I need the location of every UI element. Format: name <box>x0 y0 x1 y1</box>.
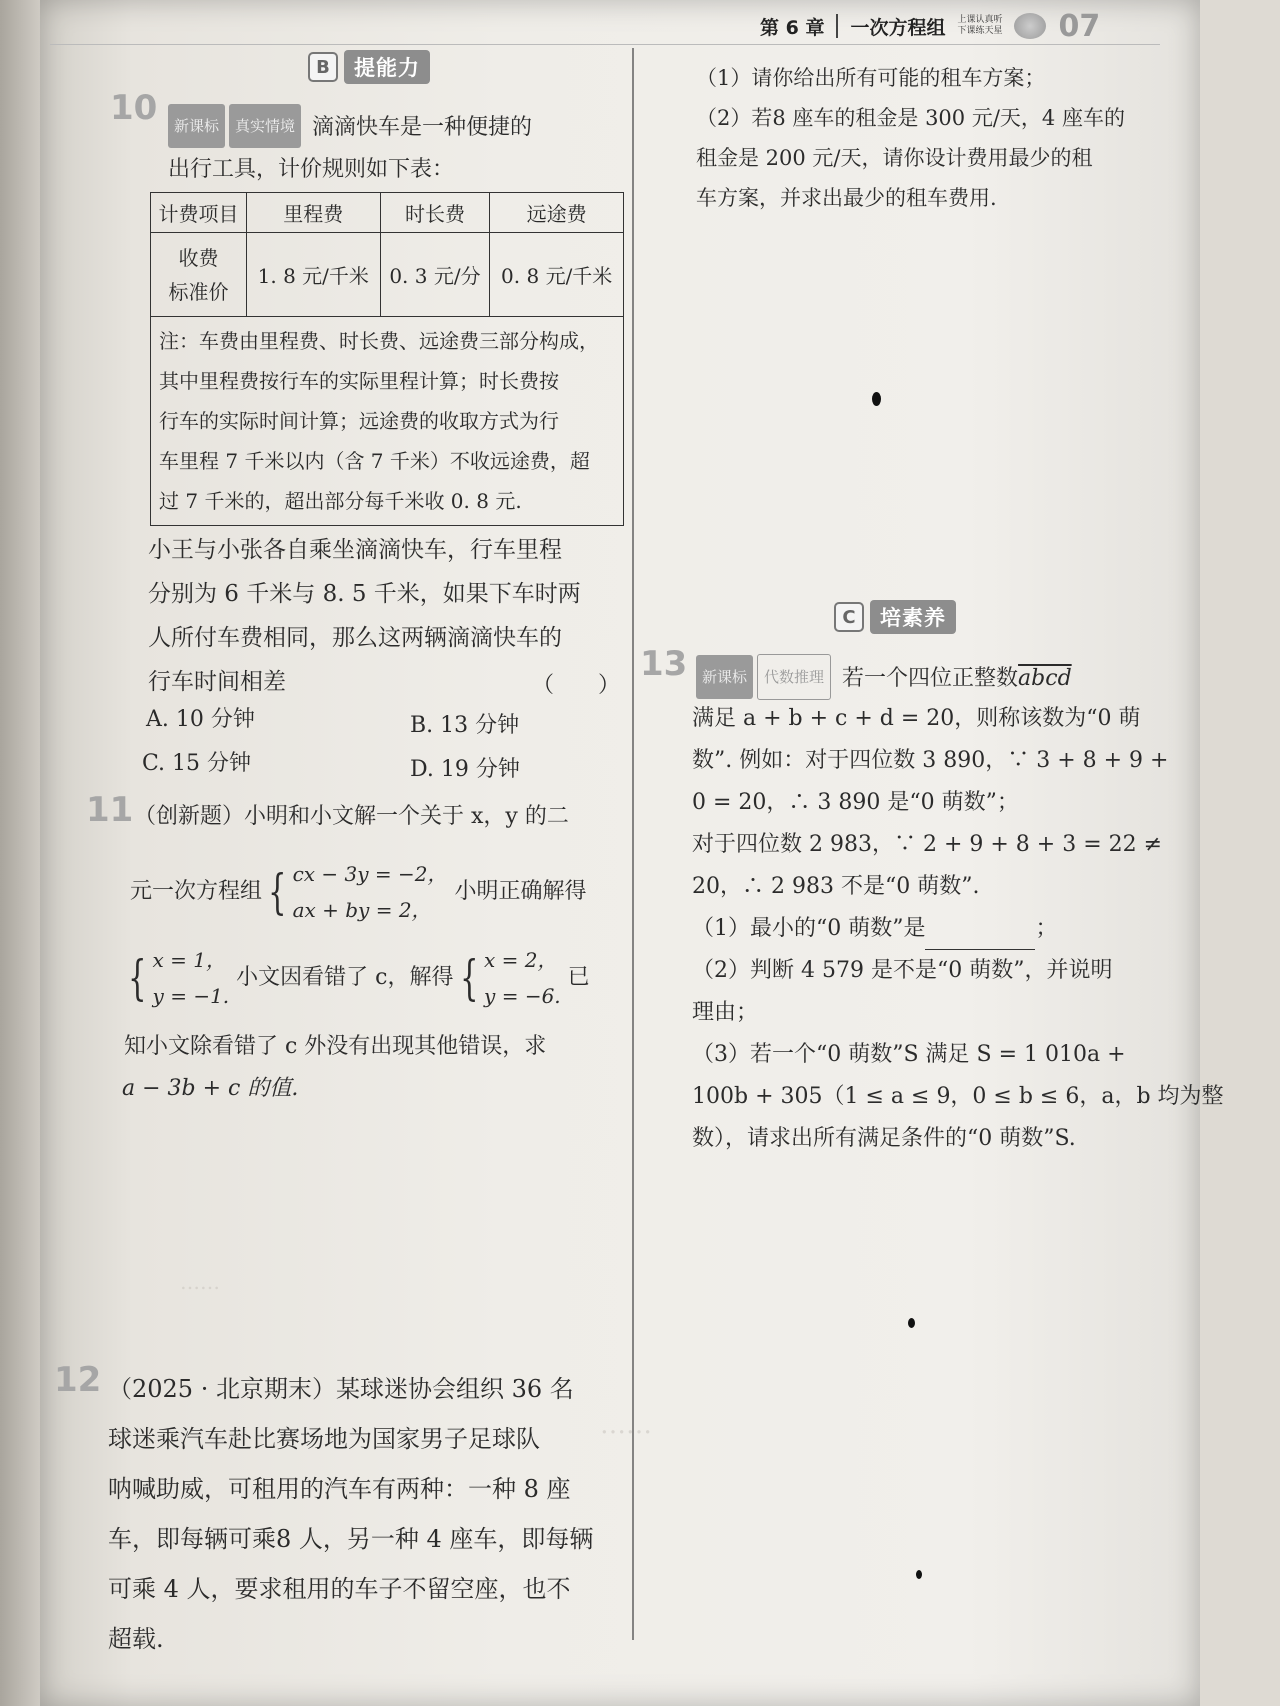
q13-part-3: （3）若一个“0 萌数”S 满足 S = 1 010a + <box>692 1042 1126 1067</box>
note-line: 过 7 千米的，超出部分每千米收 0. 8 元. <box>159 489 522 513</box>
chapter-label: 第 6 章 <box>760 16 825 39</box>
fee-table-head-cell: 计费项目 <box>151 193 247 233</box>
q13-part-2-cont: 理由； <box>692 1000 759 1025</box>
fee-table-value-cell: 0. 3 元/分 <box>380 233 490 317</box>
fee-table-value-cell: 1. 8 元/千米 <box>247 233 381 317</box>
tagline-line-1: 上课认真听 <box>957 15 1003 25</box>
q10-tag-context: 真实情境 <box>229 104 301 148</box>
q11-sol2-y: y = −6. <box>484 984 561 1008</box>
q12-line: 可乘 4 人，要求租用的车子不留空座，也不 <box>108 1575 571 1603</box>
column-divider <box>632 48 634 1640</box>
q12-line: （2025 · 北京期末）某球迷协会组织 36 名 <box>108 1375 574 1403</box>
q10-body-line: 小王与小张各自乘坐滴滴快车，行车里程 <box>148 537 562 563</box>
header-rule <box>50 44 1160 45</box>
q10-tag-curriculum: 新课标 <box>168 104 225 148</box>
section-c-badge <box>834 600 956 634</box>
brace-icon: { <box>128 950 147 1006</box>
q13-definition <box>692 698 1224 1160</box>
q13-part1-end: ； <box>1035 916 1058 941</box>
q11-sol1-y: y = −1. <box>152 984 230 1008</box>
bleed-through-text: …… <box>180 1270 220 1294</box>
q12-part: （2）若8 座车的租金是 300 元/天，4 座车的 <box>696 106 1125 130</box>
q10-intro-line-1: 滴滴快车是一种便捷的 <box>312 115 533 140</box>
section-b-letter: B <box>308 52 338 82</box>
question-13-number: 13 <box>640 644 688 684</box>
q11-solution-1 <box>153 942 230 1014</box>
q12-part: （1）请你给出所有可能的租车方案； <box>696 66 1046 90</box>
q11-solution-2 <box>484 942 561 1014</box>
page-header <box>760 6 1100 46</box>
q12-part: 租金是 200 元/天，请你设计费用最少的租 <box>696 146 1093 170</box>
note-line: 其中里程费按行车的实际里程计算；时长费按 <box>159 369 559 393</box>
q10-choice-d: D. 19 分钟 <box>410 757 520 782</box>
q13-abcd: abcd <box>1018 666 1072 691</box>
mascot-logo-icon <box>1014 13 1046 39</box>
question-12-parts <box>696 58 1125 218</box>
q13-line: 0 = 20，∴ 3 890 是“0 萌数”； <box>692 790 1019 815</box>
note-line: 注：车费由里程费、时长费、远途费三部分构成， <box>159 329 599 353</box>
brace-icon: { <box>268 864 287 920</box>
question-10-number: 10 <box>110 88 158 128</box>
question-11-number: 11 <box>86 790 134 830</box>
q10-body-line: 行车时间相差 <box>148 669 286 695</box>
q11-system-line <box>130 856 587 928</box>
section-b-badge <box>308 50 430 84</box>
q11-line2-post: 小明正确解得 <box>454 879 587 904</box>
q13-part-3-cont: 100b + 305（1 ≤ a ≤ 9，0 ≤ b ≤ 6，a，b 均为整 <box>692 1084 1224 1109</box>
fee-table-head-cell: 远途费 <box>490 193 624 233</box>
q10-choice-b: B. 13 分钟 <box>410 713 520 738</box>
q12-line: 车，即每辆可乘8 人，另一种 4 座车，即每辆 <box>108 1525 594 1553</box>
q13-line-1: 若一个四位正整数 <box>842 666 1019 691</box>
q10-intro-line-2: 出行工具，计价规则如下表： <box>168 157 455 182</box>
book-spine-shadow <box>0 0 40 1706</box>
fee-table-head-cell: 时长费 <box>380 193 490 233</box>
brace-icon: { <box>459 950 478 1006</box>
fee-table-note-row <box>151 317 624 526</box>
fee-table-note <box>151 317 624 526</box>
fee-table-row-label <box>151 233 247 317</box>
q11-solutions-line <box>122 942 590 1014</box>
question-10-intro <box>168 104 532 191</box>
q13-answer-blank[interactable] <box>925 923 1035 950</box>
q11-tail: 已 <box>567 965 590 990</box>
ink-dot <box>908 1318 915 1328</box>
q10-body-line: 人所付车费相同，那么这两辆滴滴快车的 <box>148 625 562 651</box>
fee-table-price-row <box>151 233 624 317</box>
q11-eq1: cx − 3y = −2， <box>292 862 448 886</box>
q11-mid-text: 小文因看错了 c，解得 <box>236 965 454 990</box>
fee-table-head-cell: 里程费 <box>247 193 381 233</box>
q13-line: 20，∴ 2 983 不是“0 萌数”. <box>692 874 980 899</box>
header-divider <box>836 14 838 38</box>
note-line: 车里程 7 千米以内（含 7 千米）不收远途费，超 <box>159 449 590 473</box>
fee-table-value-cell: 0. 8 元/千米 <box>490 233 624 317</box>
page-number: 07 <box>1058 8 1101 44</box>
q11-equation-system <box>293 856 448 928</box>
q10-choice-c: C. 15 分钟 <box>142 751 252 776</box>
note-line: 行车的实际时间计算；远途费的收取方式为行 <box>159 409 559 433</box>
question-12-body <box>108 1364 593 1664</box>
q11-line-4: 知小文除看错了 c 外没有出现其他错误，求 <box>124 1034 547 1059</box>
q13-part1-text: （1）最小的“0 萌数”是 <box>692 916 926 941</box>
q12-line: 呐喊助威，可租用的汽车有两种：一种 8 座 <box>108 1475 571 1503</box>
header-tagline <box>957 15 1002 37</box>
q11-line-5: a − 3b + c 的值. <box>122 1076 299 1101</box>
ink-dot <box>872 392 881 406</box>
q10-choice-a: A. 10 分钟 <box>146 707 255 732</box>
chapter-title: 一次方程组 <box>850 16 946 39</box>
q13-part-1 <box>692 908 1224 950</box>
bleed-through-text: …… <box>600 1410 652 1440</box>
q13-tag-curriculum: 新课标 <box>696 655 753 699</box>
q11-line-1: （创新题）小明和小文解一个关于 x，y 的二 <box>134 804 569 829</box>
q11-eq2: ax + by = 2， <box>292 898 432 922</box>
row-label-line-2: 标准价 <box>168 279 229 304</box>
q10-answer-paren: （ ） <box>532 673 621 698</box>
q13-first-line <box>696 654 1072 700</box>
q11-sol2-x: x = 2， <box>484 948 558 972</box>
q10-body-line: 分别为 6 千米与 8. 5 千米，如果下车时两 <box>148 581 581 607</box>
q12-line: 球迷乘汽车赴比赛场地为国家男子足球队 <box>108 1425 540 1453</box>
section-c-title: 培素养 <box>870 600 956 634</box>
question-10-body <box>148 528 581 704</box>
row-label-line-1: 收费 <box>178 245 219 270</box>
q12-part: 车方案，并求出最少的租车费用. <box>696 186 997 210</box>
section-c-letter: C <box>834 602 864 632</box>
fee-table-header-row <box>151 193 624 233</box>
tagline-line-2: 下课练天星 <box>957 26 1003 36</box>
q11-line2-pre: 元一次方程组 <box>130 879 263 904</box>
q13-line: 满足 a + b + c + d = 20，则称该数为“0 萌 <box>692 706 1141 731</box>
q13-line: 数”. 例如：对于四位数 3 890，∵ 3 + 8 + 9 + <box>692 748 1169 773</box>
q13-tag-reasoning: 代数推理 <box>757 654 831 700</box>
question-12-number: 12 <box>54 1360 102 1400</box>
section-b-title: 提能力 <box>344 50 430 84</box>
q12-line: 超载. <box>108 1625 164 1653</box>
q13-line: 对于四位数 2 983，∵ 2 + 9 + 8 + 3 = 22 ≠ <box>692 832 1163 857</box>
fee-table <box>150 192 624 526</box>
q13-part-3-end: 数），请求出所有满足条件的“0 萌数”S. <box>692 1126 1076 1151</box>
q11-sol1-x: x = 1， <box>152 948 227 972</box>
ink-dot <box>916 1570 922 1579</box>
q13-part-2: （2）判断 4 579 是不是“0 萌数”，并说明 <box>692 958 1113 983</box>
